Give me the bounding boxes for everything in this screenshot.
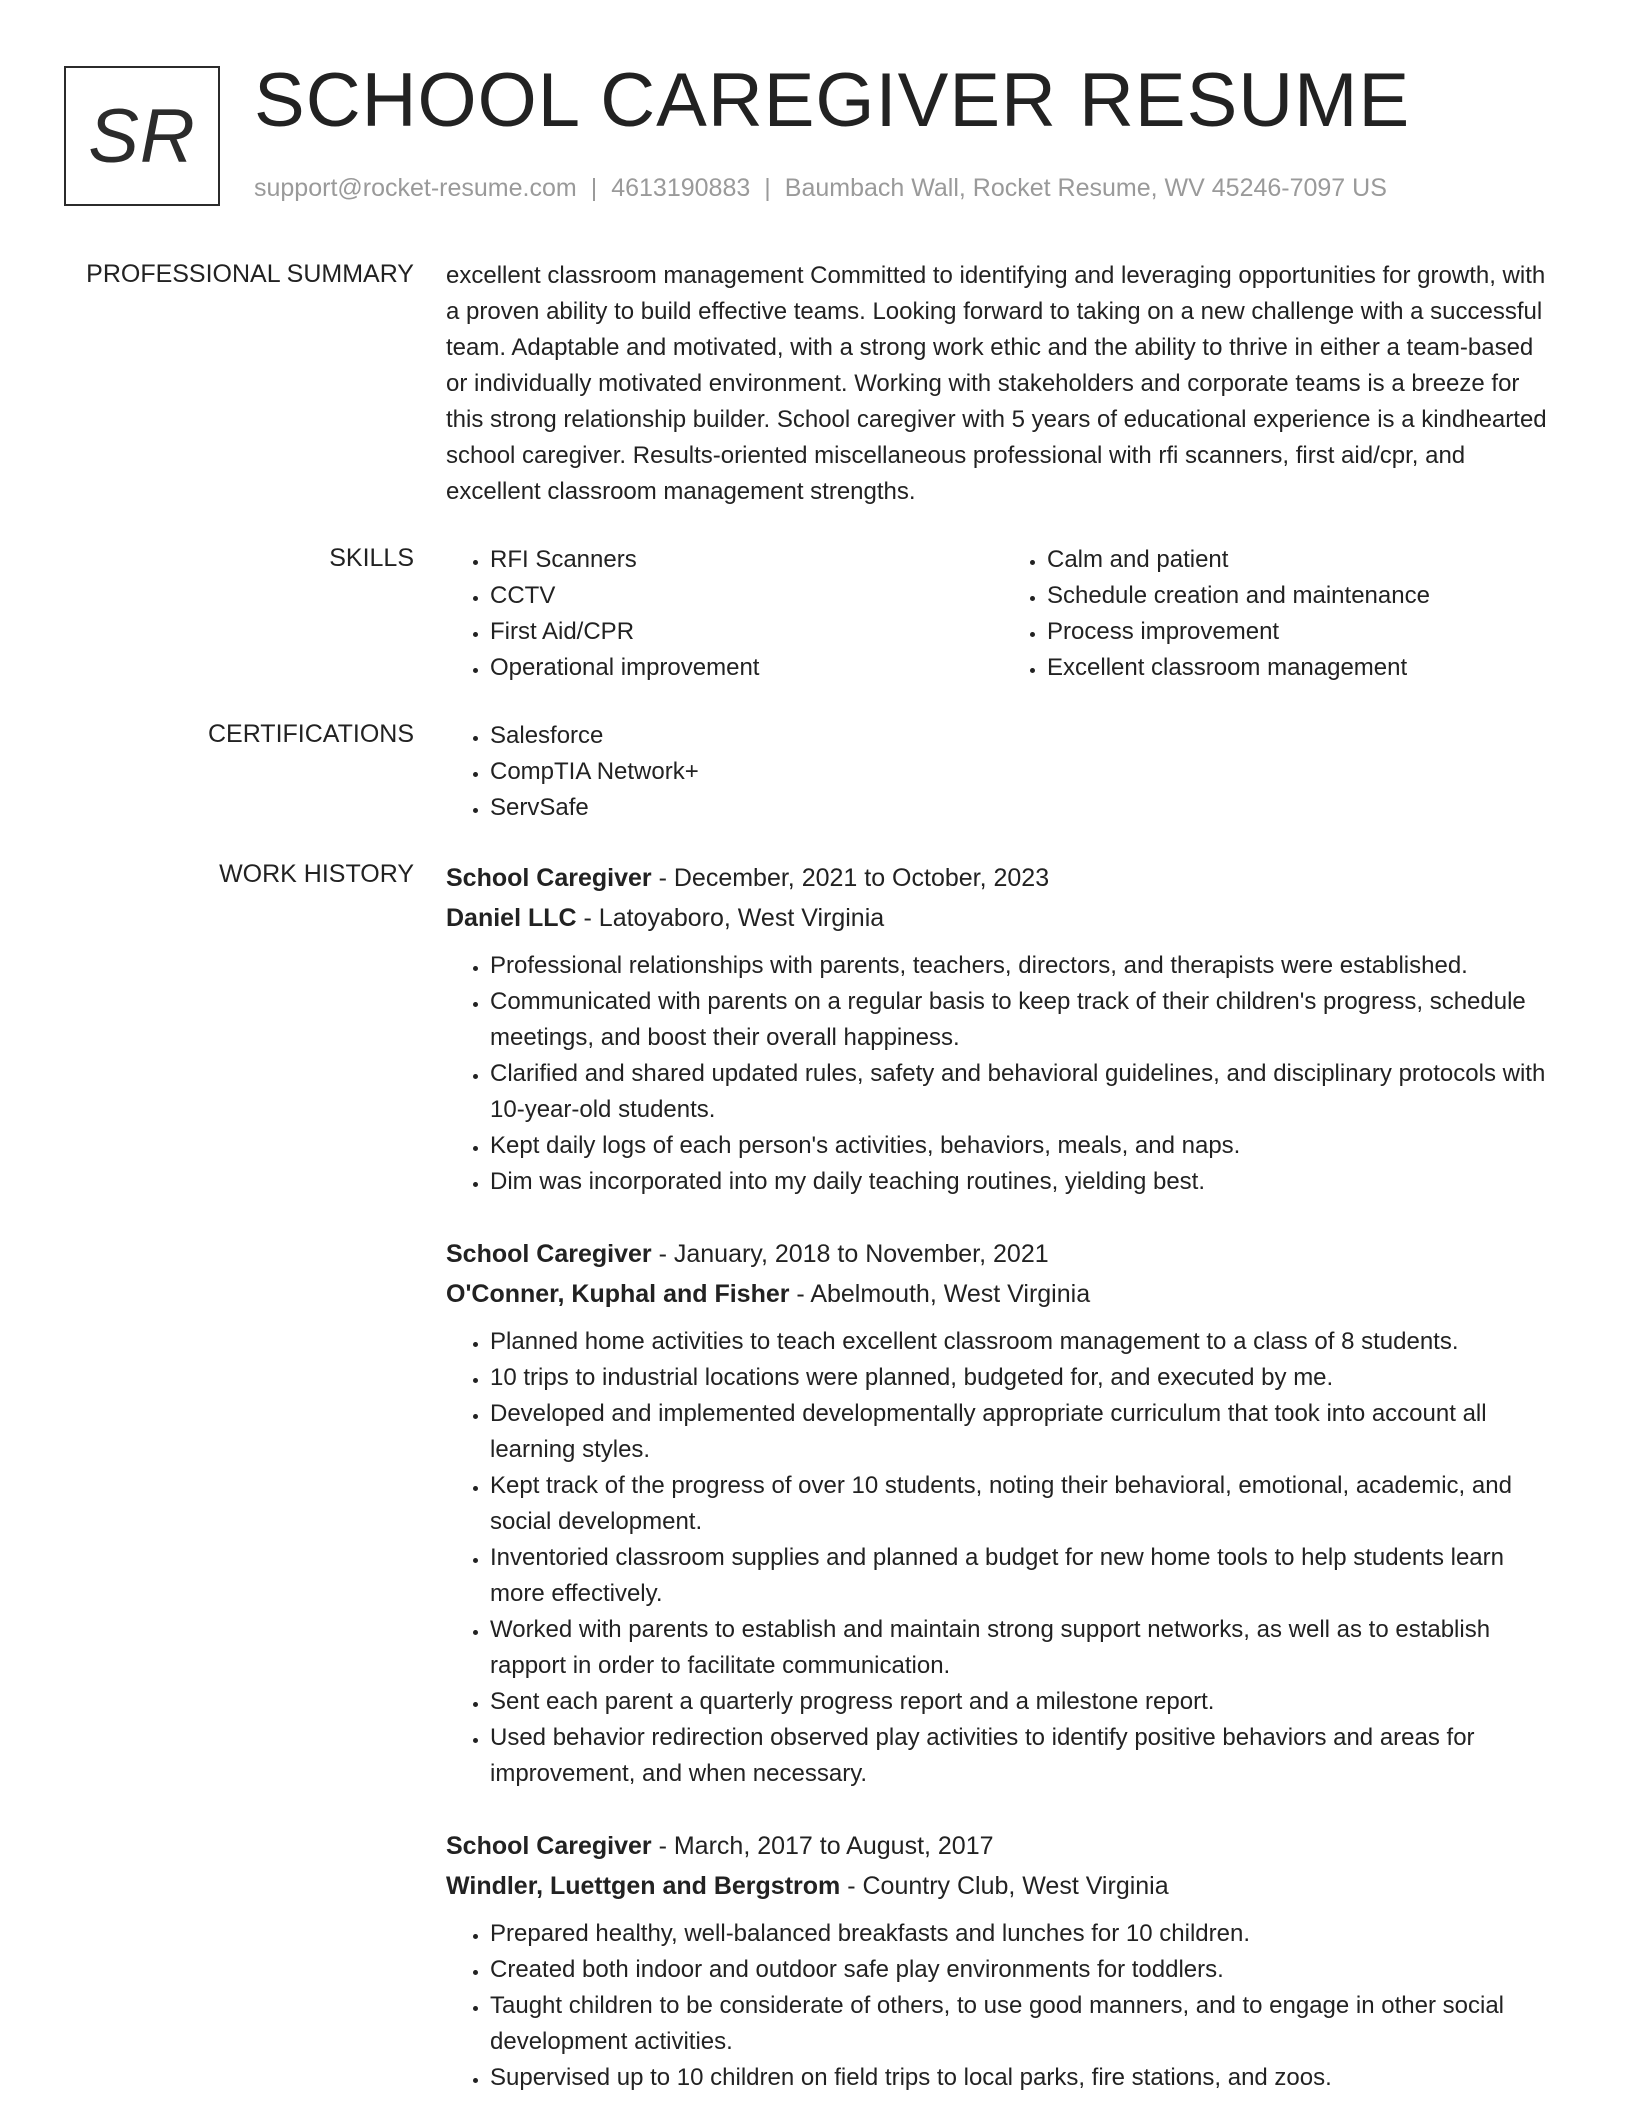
job-company-line [446,1866,1560,1906]
section-work-history [0,858,1632,2096]
job-company-line [446,1274,1560,1314]
job-bullet: • Created both indoor and outdoor safe play environments for toddlers. [490,1952,1560,1988]
job-entry [446,1234,1560,1792]
job-title: School Caregiver [446,1240,652,1268]
section-body [446,718,1560,826]
skills-list-right [1003,542,1560,686]
monogram-text: SR [88,93,196,179]
job-bullet: • Planned home activities to teach excellent classroom management to a class of 8 students. [490,1324,1560,1360]
skill-item: • Process improvement [1047,614,1560,650]
section-body [446,858,1560,2096]
job-bullet: • Clarified and shared updated rules, safety and behavioral guidelines, and disciplinary protocols with 10-year-old students. [490,1056,1560,1128]
job-title-line [446,1234,1560,1274]
monogram-logo [64,66,220,206]
job-title: School Caregiver [446,1832,652,1860]
job-entry [446,858,1560,1200]
skill-item: • CCTV [490,578,1003,614]
job-bullets [446,1916,1560,2096]
job-title-line [446,1826,1560,1866]
job-bullets [446,1324,1560,1792]
skill-item: • Excellent classroom management [1047,650,1560,686]
section-professional-summary [0,258,1632,510]
section-skills [0,542,1632,686]
job-dates: - January, 2018 to November, 2021 [651,1240,1049,1268]
job-bullet: • Dim was incorporated into my daily teaching routines, yielding best. [490,1164,1560,1200]
job-title-line [446,858,1560,898]
job-bullet: • Communicated with parents on a regular basis to keep track of their children's progress, schedule meetings, and boost their overall happiness. [490,984,1560,1056]
job-bullet: • Taught children to be considerate of others, to use good manners, and to engage in other social development activities. [490,1988,1560,2060]
job-title: School Caregiver [446,864,652,892]
job-location: - Latoyaboro, West Virginia [576,904,885,932]
job-bullet: • Inventoried classroom supplies and planned a budget for new home tools to help students learn more effectively. [490,1540,1560,1612]
job-location: - Abelmouth, West Virginia [789,1280,1091,1308]
job-company: Daniel LLC [446,904,577,932]
section-label: SKILLS [329,544,414,572]
skill-item: • Operational improvement [490,650,1003,686]
certification-item: • CompTIA Network+ [490,754,1560,790]
job-bullet: • Kept track of the progress of over 10 students, noting their behavioral, emotional, academic, and social development. [490,1468,1560,1540]
section-label: WORK HISTORY [219,860,414,888]
contact-separator: | [764,174,771,202]
skill-item: • RFI Scanners [490,542,1003,578]
skill-item: • First Aid/CPR [490,614,1003,650]
section-label: CERTIFICATIONS [207,720,414,748]
skill-item: • Schedule creation and maintenance [1047,578,1560,614]
section-label: PROFESSIONAL SUMMARY [86,260,414,288]
contact-separator: | [590,174,598,202]
job-bullet: • Sent each parent a quarterly progress report and a milestone report. [490,1684,1560,1720]
skill-item: • Calm and patient [1047,542,1560,578]
contact-line [254,174,1387,203]
section-certifications [0,718,1632,826]
resume-content [0,258,1632,2096]
certification-item: • Salesforce [490,718,1560,754]
section-body [446,258,1560,510]
contact-address: Baumbach Wall, Rocket Resume, WV 45246-7097 US [784,174,1387,202]
certifications-list [446,718,1560,826]
job-bullet: • Worked with parents to establish and maintain strong support networks, as well as to establish rapport in order to facilitate communication. [490,1612,1560,1684]
job-dates: - December, 2021 to October, 2023 [651,864,1050,892]
summary-text: excellent classroom management Committed to identifying and leveraging opportunities for growth, with a proven ability to build effective teams. Looking forward to taking on a new challenge with a successful team. Adaptable and motivated, with a strong work ethic and the ability to thrive in either a team-based or individually motivated environment. Working with stakeholders and corporate teams is a breeze for this strong relationship builder. School caregiver with 5 years of educational experience is a kindhearted school caregiver. Results-oriented miscellaneous professional with rfi scanners, first aid/cpr, and excellent classroom management strengths. [446,262,1547,505]
job-bullet: • Professional relationships with parents, teachers, directors, and therapists were established. [490,948,1560,984]
job-company-line [446,898,1560,938]
job-bullet: • Prepared healthy, well-balanced breakfasts and lunches for 10 children. [490,1916,1560,1952]
resume-title: SCHOOL CAREGIVER RESUME [254,58,1411,143]
job-bullet: • Supervised up to 10 children on field trips to local parks, fire stations, and zoos. [490,2060,1560,2096]
job-bullets [446,948,1560,1200]
job-location: - Country Club, West Virginia [840,1872,1169,1900]
job-dates: - March, 2017 to August, 2017 [651,1832,994,1860]
skills-list-left [446,542,1003,686]
contact-phone[interactable]: 4613190883 [611,174,751,202]
job-bullet: • Developed and implemented developmentally appropriate curriculum that took into account all learning styles. [490,1396,1560,1468]
contact-email[interactable]: support@rocket-resume.com [254,174,577,202]
job-company: O'Conner, Kuphal and Fisher [446,1280,790,1308]
job-entry [446,1826,1560,2096]
job-bullet: • Kept daily logs of each person's activities, behaviors, meals, and naps. [490,1128,1560,1164]
job-bullet: • Used behavior redirection observed play activities to identify positive behaviors and areas for improvement, and when necessary. [490,1720,1560,1792]
job-company: Windler, Luettgen and Bergstrom [446,1872,841,1900]
job-bullet: • 10 trips to industrial locations were planned, budgeted for, and executed by me. [490,1360,1560,1396]
certification-item: • ServSafe [490,790,1560,826]
skills-grid [446,542,1560,686]
